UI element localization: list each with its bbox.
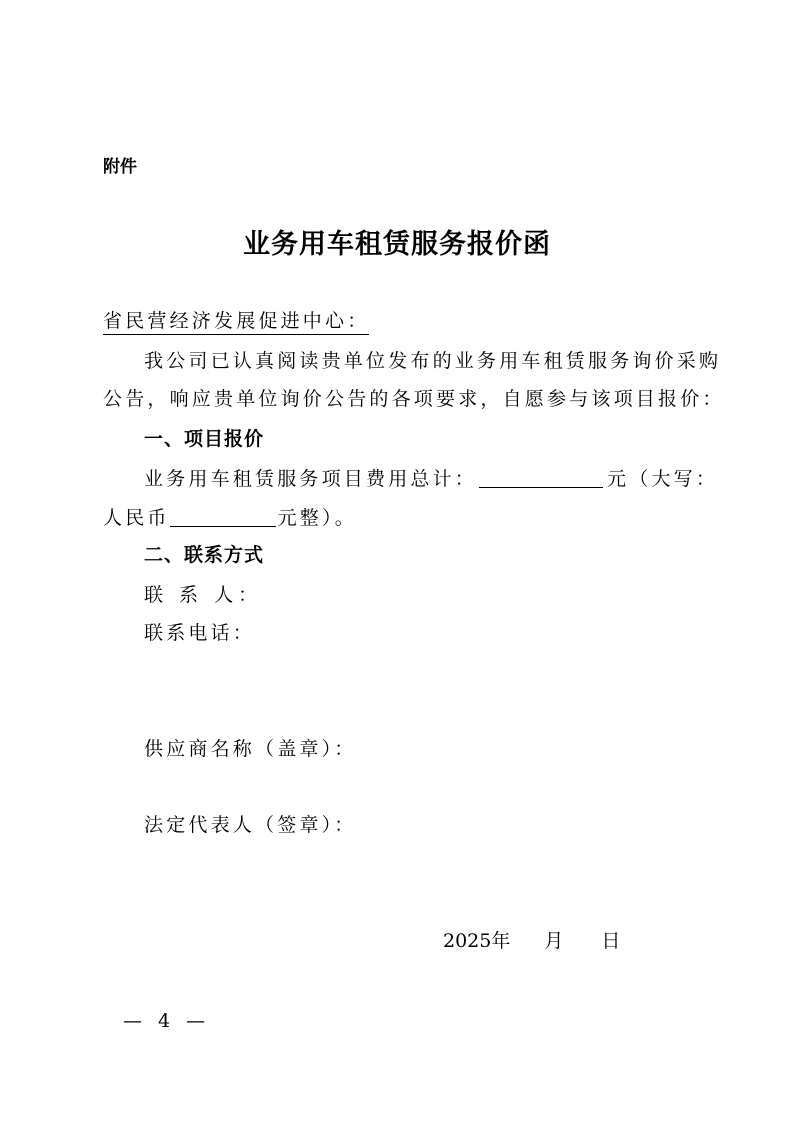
intro-line-2: 公告，响应贵单位询价公告的各项要求，自愿参与该项目报价：: [103, 388, 725, 410]
total-cost-suffix: 元（大写：: [607, 468, 719, 490]
section-heading-quote: 一、项目报价: [144, 428, 265, 450]
total-cost-line: [144, 464, 718, 491]
rmb-amount-blank[interactable]: [170, 508, 276, 527]
page-number: — 4 —: [123, 1010, 211, 1032]
contact-phone-label: 联系电话：: [144, 622, 256, 644]
recipient-name: 省民营经济发展促进中心：: [103, 310, 370, 332]
legal-rep-label: 法定代表人（签章）：: [144, 814, 357, 836]
date-year: 2025年: [443, 930, 511, 952]
total-cost-blank[interactable]: [479, 469, 603, 488]
rmb-line: [103, 503, 357, 530]
total-cost-label: 业务用车租赁服务项目费用总计：: [144, 468, 478, 490]
rmb-label: 人民币: [103, 507, 170, 529]
page-title: 业务用车租赁服务报价函: [243, 229, 551, 260]
intro-line-1: 我公司已认真阅读贵单位发布的业务用车租赁服务询价采购: [144, 350, 722, 372]
date-day: 日: [601, 930, 621, 952]
rmb-suffix: 元整）。: [277, 507, 357, 529]
date-line: [443, 926, 620, 953]
contact-person-label: 联 系 人：: [144, 584, 263, 606]
supplier-label: 供应商名称（盖章）：: [144, 738, 357, 760]
recipient-line: [103, 306, 369, 335]
section-heading-contact: 二、联系方式: [144, 544, 265, 566]
date-month: 月: [544, 930, 564, 952]
attachment-label: 附件: [103, 157, 137, 177]
